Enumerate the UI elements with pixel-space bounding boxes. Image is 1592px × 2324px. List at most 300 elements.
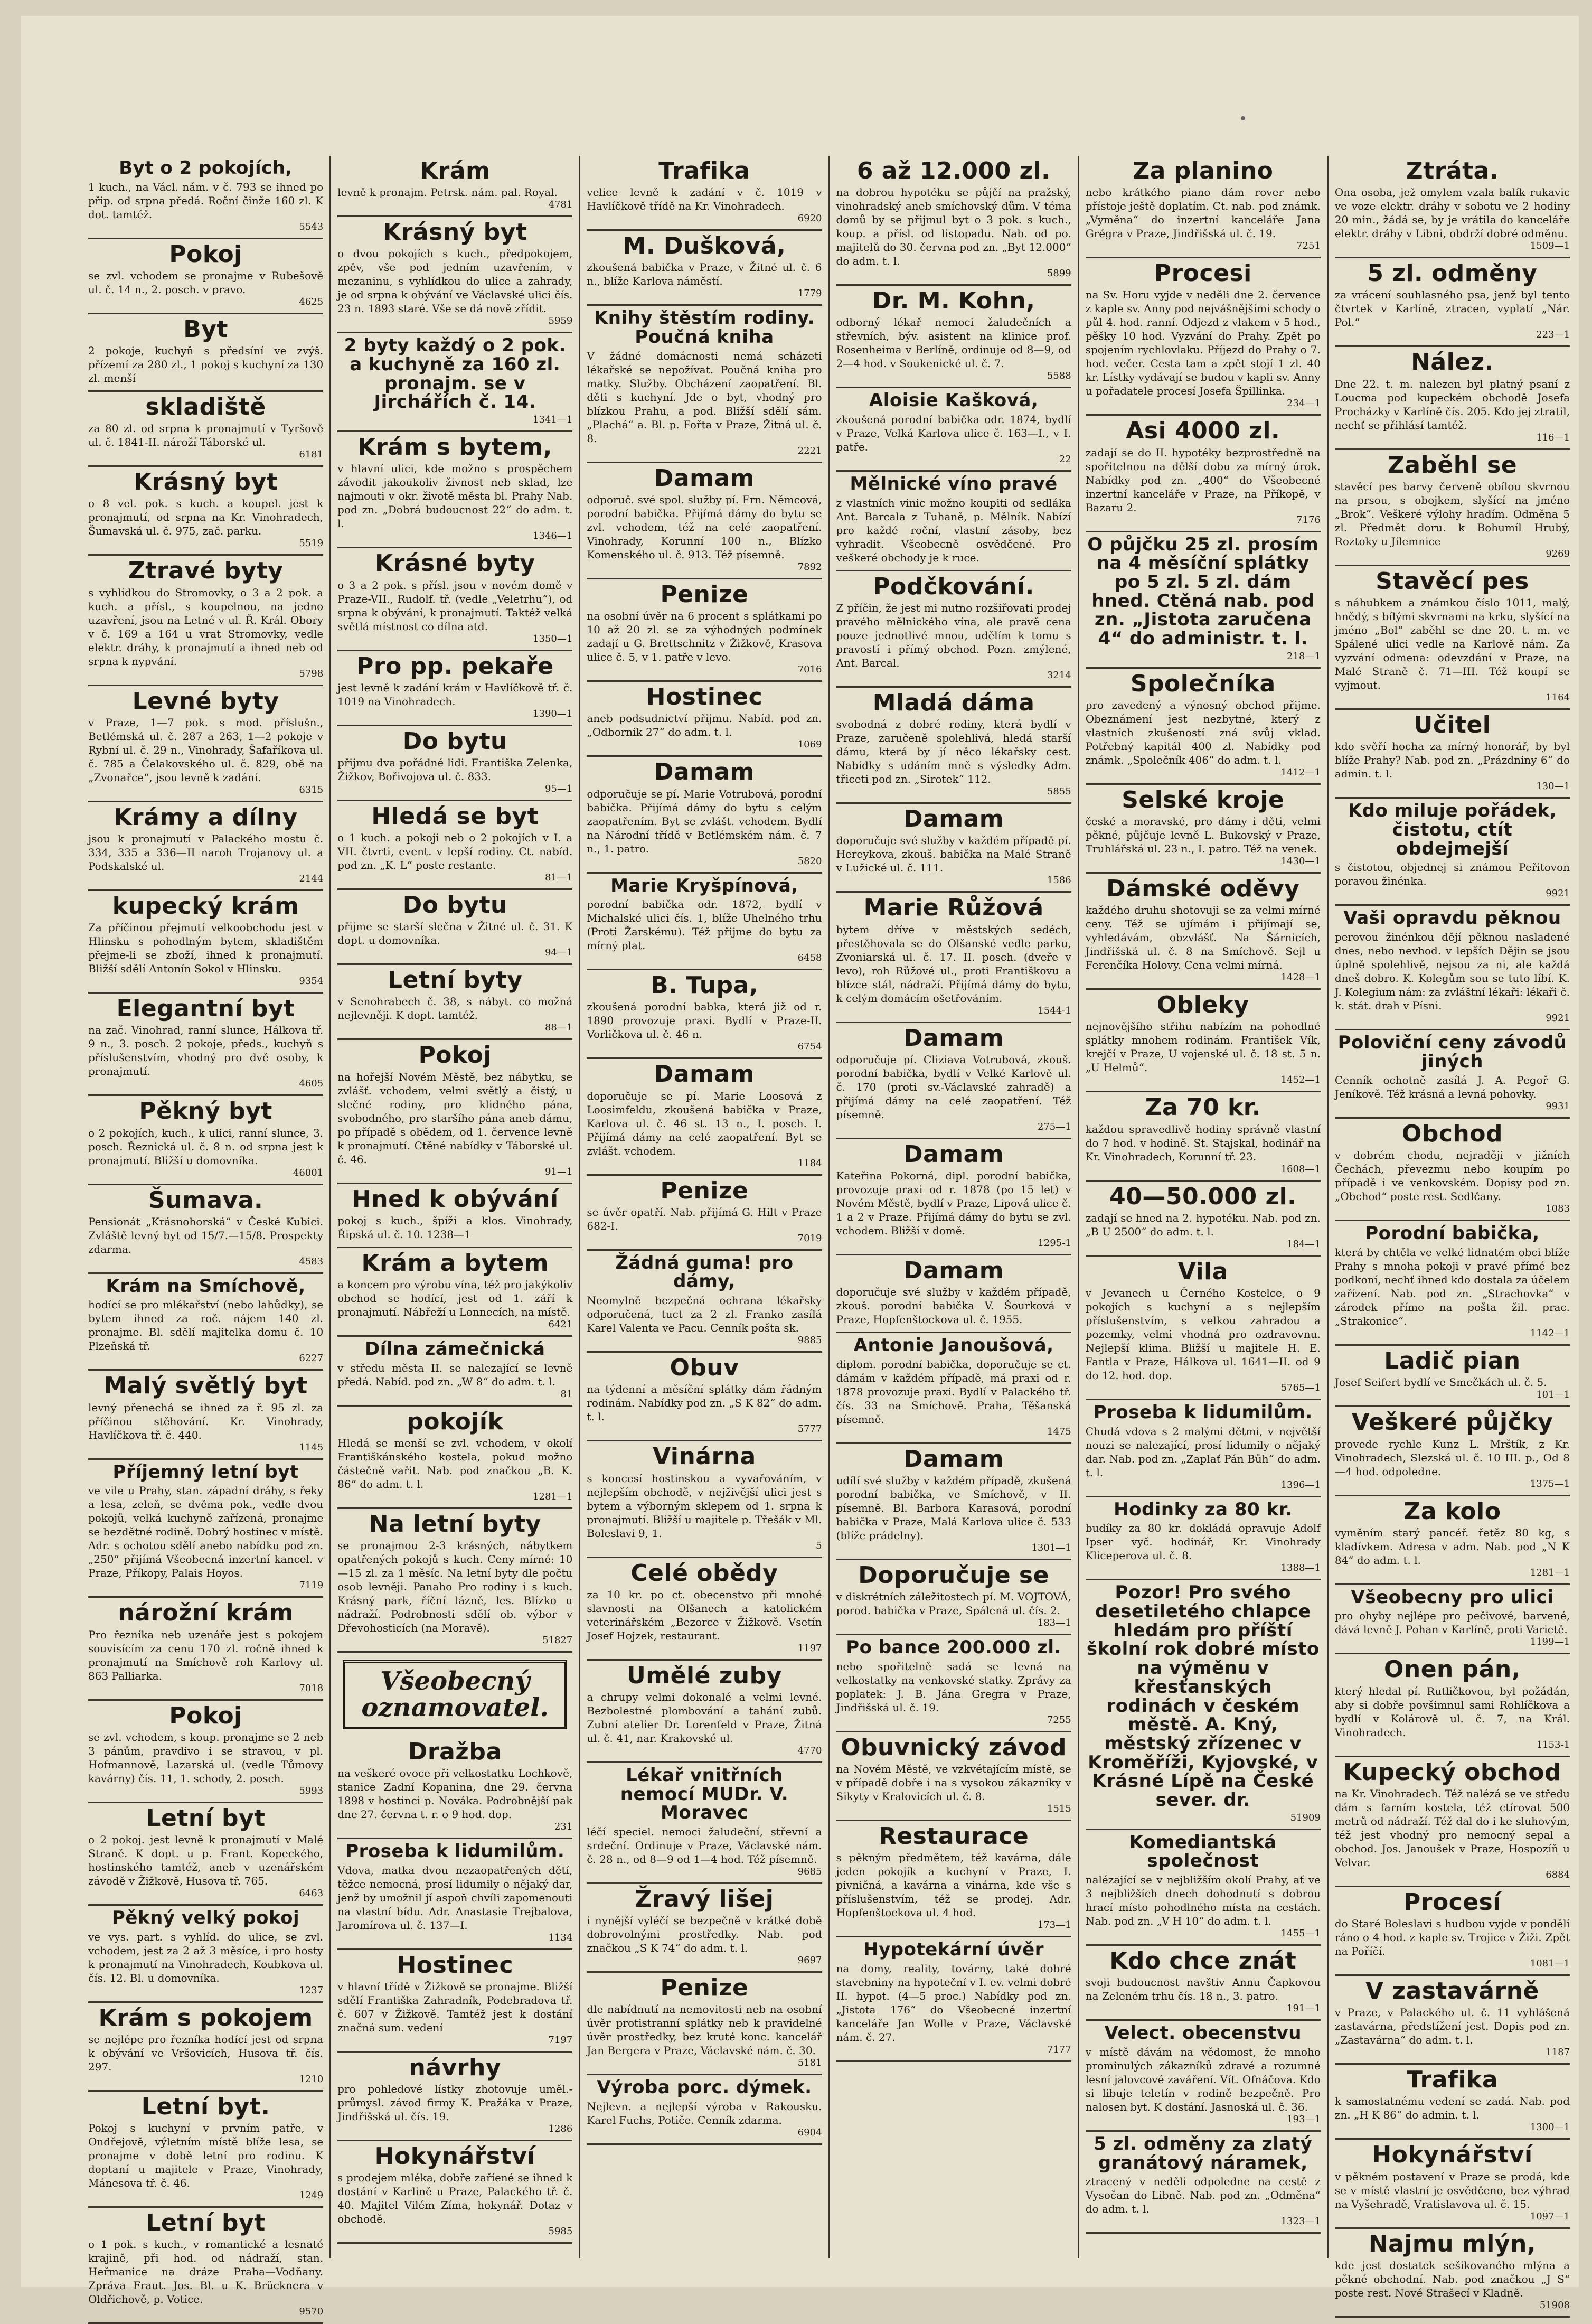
classified-ad [88, 1598, 323, 1700]
classified-ad [1335, 258, 1570, 347]
classified-ad [337, 1509, 572, 1653]
ad-heading: Hostinec [646, 683, 763, 711]
ad-reference-number: 193—1 [1287, 2113, 1321, 2125]
ad-body: na Sv. Horu vyjde v neděli dne 2. července z kaple sv. Anny pod nejvášnějšími schody o půl 4. hod. ranní. Odjezd z vlakem v 5 hod., pěšky 10 hod. Vyzvání do Prahy. Zpět po spojením rychlovlaku. Příjezd do Prahy o 7. hod. večer. Cesta tam a zpět stojí 1 zl. 40 kr. Lístky vydávají se budou v kapli sv. Anny u pořadatele procesí Josefa Špillinka. [1085, 288, 1321, 398]
ad-heading: Kdo miluje pořádek, čistotu, ctít obdejmejší [1348, 800, 1557, 859]
ad-reference-number: 1300—1 [1530, 2122, 1570, 2133]
ad-body: svoji budoucnost navštiv Annu Čapkovou na Zeleném trhu čís. 18 n., 3. patro. [1085, 1976, 1321, 2003]
classified-ad [337, 726, 572, 801]
ad-reference-number: 5899 [1047, 268, 1071, 279]
classified-ad [587, 1059, 822, 1175]
ad-heading: Damam [903, 1140, 1004, 1168]
ad-heading: Pokoj [169, 1702, 242, 1729]
ad-reference-number: 5181 [797, 2057, 822, 2069]
ad-reference-number: 1145 [299, 1441, 324, 1453]
classified-ad [587, 1763, 822, 1884]
ad-body: v místě dávám na vědomost, že mnoho prominulých zákazníků zdravé a rozumné lesní jalovcové zaváření. Vít. Ofnáčova. Kdo si libuje teletín v rodině bezpečně. Pro nalosen byt. K dostání. Jasnoská ul. č. 36. [1085, 2045, 1321, 2113]
ad-heading: Pokoj [169, 240, 242, 268]
classified-ad [337, 651, 572, 726]
ad-heading: Hypotekární úvěr [863, 1939, 1044, 1961]
ad-heading: Hledá se byt [371, 802, 539, 830]
classified-ad [1086, 874, 1321, 990]
ad-reference-number: 9931 [1546, 1101, 1570, 1112]
ad-body: nejnovějšího střihu nabízím na pohodlné splátky mnohem rodinám. František Vík, krejčí v Praze, U vojenské ul. č. 18 st. 5 n. „U Helmů“. [1085, 1020, 1321, 1074]
ad-heading: Hokynářství [1372, 2141, 1533, 2169]
classified-ad [337, 1248, 572, 1337]
ad-heading: Pro pp. pekaře [356, 652, 554, 680]
ad-heading: Onen pán, [1383, 1656, 1521, 1683]
classified-ad [88, 1096, 323, 1185]
ad-body: pro zavedený a výnosný obchod přijme. Obeznámení jest nezbytné, který z vlastních zkušeností zná svůj vklad. Potřebný kapitál 400 zl. Nabídky pod známk. „Společník 406“ do adm. t. l. [1085, 698, 1321, 766]
ad-heading: Procesi [1154, 260, 1252, 287]
ad-heading: Marie Růžová [863, 894, 1044, 922]
ad-reference-number: 1779 [797, 288, 822, 299]
classified-ad [836, 1560, 1071, 1635]
classified-ad [88, 2092, 323, 2208]
ad-reference-number: 5519 [299, 538, 324, 549]
classified-ad [587, 1251, 822, 1353]
ad-heading: Společníka [1130, 670, 1276, 697]
classified-ad [1335, 1496, 1570, 1585]
ad-reference-number: 5959 [548, 315, 573, 327]
ad-body: a koncem pro výrobu vína, též pro jakýkoliv obchod se hodící, jest od 1. září k pronajmutí. Nábřeží u Lonnecích, na místě. [337, 1278, 573, 1318]
classified-ad [1335, 156, 1570, 258]
ad-body: v Senohrabech č. 38, s nábyt. co možná nejlevněji. K dopt. tamtéž. [337, 995, 573, 1022]
ad-heading: Krásné byty [374, 550, 535, 577]
ad-body: odporučuje se pí. Marie Votrubová, porodní babička. Přijímá dámy do bytu s celým zaopatřením. Byt se zvlášt. vchodem. Bydlí na Národní třídě v Betlémském nám. č. 7 n., 1. patro. [587, 787, 822, 855]
ad-body: nebo krátkého piano dám rover nebo přístoje ještě doplatím. Ct. nab. pod známk. „Vyměna“ do inzertní kanceláře Jana Grégra v Praze, Jindřišská ul. č. 19. [1085, 186, 1321, 240]
ad-heading: Malý světlý byt [103, 1372, 308, 1400]
classified-ad [1335, 1976, 1570, 2065]
ad-body: se úvěr opatří. Nab. přijímá G. Hilt v Praze 682-I. [587, 1205, 822, 1232]
ad-body: pro ohyby nejlépe pro pečivové, barvené, dává levně J. Pohan v Karlíně, proti Varietě. [1334, 1609, 1570, 1636]
classified-ad [836, 472, 1071, 571]
ad-body: udílí své služby v každém případě, zkušená porodní babička, ve Smíchově, v II. písemně. Bl. Barbora Karasová, porodní babička v Praze, Malá Karlova ulice č. 533 (blíže prádelny). [836, 1474, 1071, 1542]
ad-heading: Kdo chce znát [1109, 1947, 1297, 1974]
classified-ad [836, 1255, 1071, 1333]
ad-reference-number: 2144 [299, 873, 324, 884]
ad-heading: Ztráta. [1406, 157, 1499, 184]
classified-ad [337, 890, 572, 965]
classified-ad [337, 1407, 572, 1509]
ad-reference-number: 173—1 [1037, 1919, 1071, 1931]
ad-heading: O půjčku 25 zl. prosím na 4 měsíční splátky po 5 zl. 5 zl. dám hned. Ctěná nab. pod zn. „Jistota zaručena 4“ do administr. t. l. [1087, 533, 1319, 649]
classified-ad [337, 1184, 572, 1248]
ad-reference-number: 5 [816, 1540, 822, 1551]
ad-body: hodící se pro mlékařství (nebo lahůdky), se bytem ihned za roč. nájem 140 zl. pronajme. Bl. sdělí majitelka domu č. 10 Plzeňská tř. [88, 1298, 324, 1353]
classified-ad [836, 1635, 1071, 1732]
classified-ad [1335, 1585, 1570, 1655]
ad-body: léčí speciel. nemoci žaludeční, střevní a srdeční. Ordinuje v Praze, Václavské nám. č. 28 n., od 8—9 od 1—4 hod. Též písemně. [587, 1825, 822, 1866]
classified-ad [587, 1353, 822, 1441]
ad-reference-number: 5855 [1047, 786, 1071, 798]
ad-body: i nynější vyléčí se bezpečně v krátké době dobrovolnými prostředky. Nab. pod značkou „S K 74“ do adm. t. l. [587, 1914, 822, 1955]
classified-ad [88, 802, 323, 891]
classified-ad [337, 333, 572, 432]
ad-heading: Krásný byt [383, 219, 527, 246]
classified-ad [337, 432, 572, 548]
ad-reference-number: 6754 [797, 1041, 822, 1053]
ad-reference-number: 1069 [797, 739, 822, 751]
ad-reference-number: 1390—1 [533, 708, 573, 719]
ad-heading: Krám a bytem [361, 1249, 549, 1277]
ad-reference-number: 7251 [1296, 240, 1321, 252]
ad-body: k samostatnému vedení se zadá. Nab. pod zn. „H K 86“ do admin. t. l. [1334, 2095, 1570, 2122]
ad-body: budíky za 80 kr. dokládá opravuje Adolf Ipser vyč. hodinář, Kr. Vinohrady Kliceperova ul. č. 8. [1085, 1522, 1321, 1562]
ad-reference-number: 5798 [299, 668, 324, 679]
ad-body: v diskrétních záležitostech pí. M. VOJTOVÁ, porod. babička v Praze, Spálená ul. čís. 2. [836, 1590, 1071, 1617]
ad-reference-number: 223—1 [1536, 329, 1570, 341]
ad-reference-number: 51908 [1539, 2299, 1570, 2311]
ad-body: s náhubkem a známkou číslo 1011, malý, hnědý, s bílými skvrnami na krku, slyšící na jméno „Bol“ zaběhl se dne 20. t. m. ve Spálené ulici vedle na Karlově nám. Za vyzvání odmena: odevzdání v Praze, na Malé Straně č. 71—III. Též koupí se vyjmout. [1334, 596, 1570, 691]
ad-body: Nejlevn. a nejlepší výroba v Rakousku. Karel Fuchs, Potiče. Cenník zdarma. [587, 2100, 822, 2126]
ad-body: kde jest dostatek sešikovaného mlýna a pěkné obchodní. Nab. pod značkou „J S“ poste rest. Nové Strašecí v Kladně. [1334, 2259, 1570, 2299]
ad-body: Pensionát „Krásnohorská“ v České Kubici. Zvláště levný byt od 15/7.—15/8. Prospekty zdarma. [88, 1215, 324, 1255]
ad-reference-number: 1199—1 [1530, 1636, 1570, 1648]
ad-reference-number: 1475 [1047, 1426, 1071, 1437]
ad-heading: Stavěcí pes [1376, 567, 1529, 595]
classified-ad [836, 1821, 1071, 1937]
ad-reference-number: 1428—1 [1280, 972, 1321, 983]
ad-heading: Letní byty [387, 967, 523, 994]
ad-heading: Žravý lišej [635, 1885, 774, 1913]
ad-reference-number: 9685 [797, 1866, 822, 1877]
classified-ad [1086, 258, 1321, 416]
classified-ad [1335, 1221, 1570, 1346]
classified-ad [1086, 1497, 1321, 1581]
ad-body: nalézající se v nejbližším okolí Prahy, ať ve 3 nejbližších dnech dohodnutí s dobrou hrací místo pohodlného místa na cestách. Nab. pod zn. „V H 10“ do adm. t. l. [1085, 1873, 1321, 1927]
ad-heading: Zaběhl se [1387, 451, 1518, 479]
ad-reference-number: 6904 [797, 2127, 822, 2138]
ad-body: porodní babička odr. 1872, bydlí v Michalské ulici čís. 1, blíže Uhelného trhu (Proti Žarskému). Též přijme do bytu za mírný plat. [587, 898, 822, 952]
ad-heading: Damam [654, 1061, 755, 1088]
ad-heading: Ladič pian [1384, 1347, 1521, 1375]
classified-ad [337, 801, 572, 890]
ad-heading: Krámy a dílny [114, 803, 298, 831]
ad-body: přijme se starší slečna v Žitné ul. č. 31. K dopt. u domovníka. [337, 920, 573, 947]
ad-body: se zvl. vchodem, s koup. pronajme se 2 neb 3 pánům, pravdivo i se stravou, v pl. Hofmannově, Lazarská ul. (vedle Tůmovy kavárny) čís. 11, 1. schody, 2. posch. [88, 1730, 324, 1785]
classified-ad [587, 1661, 822, 1763]
ad-heading: Damam [903, 1024, 1004, 1052]
ad-reference-number: 7176 [1296, 514, 1321, 526]
classified-ad [587, 970, 822, 1059]
section-heading: Všeobecný oznamovatel. [343, 1660, 567, 1729]
ad-reference-number: 1164 [1546, 691, 1570, 703]
ad-reference-number: 130—1 [1536, 781, 1570, 792]
ad-body: dle nabídnutí na nemovitosti neb na osobní úvěr protistranní splátky neb k pravidelné úvěr prostředky, bez kruté konc. kancelář Jan Bergera v Praze, Václavské nám. č. 30. [587, 2003, 822, 2057]
ad-reference-number: 1350—1 [533, 633, 573, 644]
ad-body: s prodejem mléka, dobře zaříené se ihned k dostání v Karlině u Praze, Palackého tř. č. 40. Majitel Vilém Zíma, hokynář. Dotaz v obchodě. [337, 2171, 573, 2226]
ad-reference-number: 95—1 [544, 783, 573, 794]
ad-heading: Kupecký obchod [1343, 1758, 1562, 1786]
ad-body: v Praze, v Palackého ul. č. 11 vyhlášená zastavárna, předstížení jest. Dopis pod zn. „Zastavárna“ do adm. t. l. [1334, 2006, 1570, 2047]
classified-ad [587, 682, 822, 757]
classified-ad [587, 874, 822, 971]
classified-ad [1335, 2065, 1570, 2140]
ad-reference-number: 3214 [1047, 669, 1071, 681]
ad-body: ve vile u Prahy, stan. západní dráhy, s řeky a lesa, zeleň, se dvěma pok., vedle dvou pokojů, velká kuchyně zařízená, pronajme se bezdětné rodině. Dobrý hostinec v místě. Adr. s ochotou sdělí anebo nabídku pod zn. „250“ přijímá Všeobecná inzertní kancel. v Praze, Příkopy, Palais Hoyos. [88, 1484, 324, 1580]
classified-ad [836, 688, 1071, 804]
ad-reference-number: 5820 [797, 855, 822, 867]
classified-ad [1335, 1030, 1570, 1119]
ad-heading: Celé obědy [630, 1559, 778, 1587]
classified-ad [1086, 1182, 1321, 1257]
ad-heading: Trafika [658, 157, 750, 184]
ad-heading: Obleky [1156, 991, 1249, 1019]
classified-ad [88, 2208, 323, 2324]
ad-body: ztracený v neděli odpoledne na cestě z Vysočan do Libně. Nab. pod zn. „Odměna“ do adm. t. l. [1085, 2175, 1321, 2216]
ad-reference-number: 1083 [1546, 1203, 1570, 1215]
classified-ad [1335, 566, 1570, 710]
ad-body: Hledá se menší se zvl. vchodem, v okolí Františkánského kostela, pokud možno částečně vařit. Nab. pod značkou „B. K. 86“ do adm. t. l. [337, 1436, 573, 1491]
classified-ad [1086, 2021, 1321, 2132]
ad-body: se pronajmou 2-3 krásných, nábytkem opatřených pokojů s kuch. Ceny mírné: 10—15 zl. za 1 měsíc. Na letní byty dle počtu osob levněji. Panaho Pro rodiny i s kuch. Krásný park, říční lázně, les. Blízko u nádraží. Podrobnosti sdělí ob. výbor v Dřevohosticích (na Moravě). [337, 1539, 573, 1635]
classified-ad [1335, 1887, 1570, 1976]
classified-ad [88, 239, 323, 314]
ad-heading: Procesí [1403, 1888, 1501, 1916]
ad-reference-number: 1412—1 [1280, 766, 1321, 778]
ad-heading: Krám na Smíchově, [106, 1275, 306, 1297]
ad-heading: Ztravé byty [128, 557, 284, 585]
ad-reference-number: 46001 [293, 1167, 324, 1178]
ad-body: svobodná z dobré rodiny, která bydlí v Praze, zaručeně spolehlivá, hledá starší dámu, která by jí něco lékařsky cest. Nabídky s udáním mně s výsledky Adm. třiceti pod zn. „Sirotek“ 112. [836, 718, 1071, 786]
classified-ad [337, 1737, 572, 1839]
classified-ad [1086, 1400, 1321, 1497]
ad-body: na Kr. Vinohradech. Též nalézá se ve středu dám s farním kostela, též ctírovat 500 metrů od nádraží. Též dal do i ke sluhovým, též jest vhodný pro nemocný sepal a obchod. Jos. Janoušek v Praze, Hospozíň u Velvar. [1334, 1787, 1570, 1869]
ad-reference-number: 7892 [797, 561, 822, 573]
ad-heading: Hokynářství [374, 2143, 535, 2170]
ad-body: na Novém Městě, ve vzkvétajícím místě, se v případě dobře i na s vysokou zákazníky v Sikyty v Kralovicích ul. č. 8. [836, 1763, 1071, 1803]
classified-ad [337, 217, 572, 333]
ad-reference-number: 1323—1 [1280, 2216, 1321, 2227]
ad-reference-number: 6884 [1546, 1869, 1570, 1880]
ad-body: 2 pokoje, kuchyň s předsíní ve zvýš. přízemí za 280 zl., 1 pokoj s kuchyní za 130 zl. menší [88, 344, 324, 385]
ad-body: o 8 vel. pok. s kuch. a koupel. jest k pronajmutí, od srpna na Kr. Vinohradech, Šumavská ul. č. 975, zač. parku. [88, 497, 324, 538]
classified-ad [1086, 1257, 1321, 1400]
classified-ad [1335, 2140, 1570, 2228]
ad-body: doporučuje své služby v každém případě, zkouš. porodní babička V. Šourková v Praze, Hopfenštockova ul. č. 1955. [836, 1286, 1071, 1326]
ad-heading: Nález. [1411, 349, 1494, 376]
classified-ad [337, 156, 572, 217]
ad-body: v hlavní třídě v Žižkově se pronajme. Bližší sdělí Františka Zahradník, Podebradova tř. č. 607 v Žižkově. Tamtéž jest k dostání značná sum. vedení [337, 1980, 573, 2034]
ad-reference-number: 234—1 [1287, 398, 1321, 409]
ad-heading: Příjemný letní byt [112, 1461, 299, 1483]
ad-heading: Damam [654, 464, 755, 492]
ad-heading: pokojík [407, 1408, 504, 1435]
ad-heading: Mělnické víno pravé [850, 473, 1058, 495]
ad-heading: Letní byt [146, 1804, 266, 1832]
ad-body: odporučuje pí. Cliziava Votrubová, zkouš. porodní babička, bydlí v Velké Karlově ul. č. 170 (proti sv.-Václavské zahradě) a přijímá dámy na celé zaopatření. Též písemně. [836, 1053, 1071, 1121]
ad-heading: M. Dušková, [623, 232, 786, 260]
classified-ad [88, 994, 323, 1096]
ad-heading: Aloisie Kašková, [869, 390, 1039, 411]
classified-ad [1335, 1119, 1570, 1221]
ad-reference-number: 1142—1 [1530, 1328, 1570, 1339]
ad-body: na dobrou hypotéku se půjčí na pražský, vinohradský aneb smíchovský dům. V téma domů by se přijmul byt o 3 pok. s kuch., koup. a přísl. od listopadu. Nab. od po. majitelů do 30. června pod zn. „Byt 12.000“ do adm. t. l. [836, 186, 1071, 268]
ad-body: za vrácení souhlasného psa, jenž byl tento čtvrtek v Karlíně, ztracen, vyplatí „Nár. Pol.“ [1334, 288, 1570, 329]
ad-reference-number: 1375—1 [1530, 1478, 1570, 1489]
ad-heading: Penize [660, 580, 749, 608]
ad-body: levný přenechá se ihned za ř. 95 zl. za příčinou stěhování. Kr. Vinohrady, Havlíčkova tř. č. 440. [88, 1401, 324, 1441]
ad-reference-number: 9921 [1546, 888, 1570, 899]
classified-ad [587, 2075, 822, 2145]
ad-heading: Mladá dáma [872, 689, 1035, 716]
classified-ad [337, 1950, 572, 2053]
ad-reference-number: 81—1 [544, 872, 573, 884]
ad-body: diplom. porodní babička, doporučuje se ct. dámám v každém případě, má praxi od r. 1878 provozuje praxi. Bydlí v Palackého tř. čís. 33 na Smíchově. Praha, Těšanská písemně. [836, 1357, 1071, 1426]
ad-body: na domy, reality, továrny, také dobré stavebniny na hypoteční v I. ev. velmi dobré II. hypot. (4—5 proc.) Nabídky pod zn. „Jistota 176“ do Všeobecné inzertní kanceláře Jan Wolle v Praze, Václavské nám. č. 27. [836, 1962, 1071, 2044]
ad-heading: Obchod [1401, 1120, 1503, 1148]
ad-heading: B. Tupa, [650, 972, 758, 999]
column-4 [828, 156, 1078, 2258]
ad-reference-number: 1301—1 [1031, 1542, 1071, 1553]
ad-heading: 5 zl. odměny [1367, 260, 1538, 287]
classified-ad [836, 804, 1071, 893]
ad-reference-number: 191—1 [1287, 2003, 1321, 2014]
ad-heading: V zastavárně [1365, 1977, 1539, 2004]
ad-heading: Za planino [1133, 157, 1274, 184]
ad-body: v Praze, 1—7 pok. s mod. příslušn., Betlémská ul. č. 287 a 263, 1—2 pokoje v Rybní ul. č. 29 n., Vinohrady, Šafaříkova ul. č. 785 a Čelakovského ul. č. 829, obě na „Zvonařce“, jsou levně k zadání. [88, 716, 324, 784]
ad-heading: 40—50.000 zl. [1109, 1183, 1297, 1210]
ad-reference-number: 7119 [299, 1580, 324, 1591]
ad-reference-number: 88—1 [544, 1022, 573, 1034]
ad-heading: 6 až 12.000 zl. [856, 157, 1051, 184]
classified-ad [337, 1839, 572, 1950]
ad-heading: Krám s bytem, [357, 434, 552, 461]
classified-ad [337, 2141, 572, 2244]
ad-heading: Marie Kryšpínová, [610, 875, 798, 896]
ad-body: provede rychle Kunz L. Mrštík, z Kr. Vinohradech, Slezská ul. č. 10 III. p., Od 8—4 hod. odpoledne. [1334, 1437, 1570, 1478]
classified-ad [1335, 799, 1570, 906]
ad-heading: Letní byt [146, 2209, 266, 2236]
ad-reference-number: 5993 [299, 1785, 324, 1796]
ad-reference-number: 4781 [548, 199, 573, 211]
ad-body: na zač. Vinohrad, ranní slunce, Hálkova tř. 9 n., 3. posch. 2 pokoje, předs., kuchyň s příslušenstvím, vhodný pro dvě osoby, k pronajmutí. [88, 1024, 324, 1078]
classified-ad [88, 1906, 323, 2003]
ad-body: ve vys. part. s vyhlíd. do ulice, se zvl. vchodem, jest za 2 až 3 měsíce, i pro hosty k pronajmutí na Vinohradech, Koubkova ul. čís. 12. Bl. u domovníka. [88, 1930, 324, 1984]
ad-heading: Žádná guma! pro dámy, [615, 1252, 794, 1292]
classified-ad [1335, 347, 1570, 449]
ad-heading: Dražba [408, 1738, 502, 1765]
ad-heading: Byt o 2 pokojích, [119, 157, 293, 179]
classified-ad [88, 1460, 323, 1598]
ad-heading: Učitel [1414, 711, 1491, 738]
classified-ad [1086, 156, 1321, 258]
classified-ad [587, 156, 822, 231]
ad-heading: Proseba k lidumilům. [345, 1841, 565, 1862]
ad-reference-number: 184—1 [1287, 1238, 1321, 1250]
ad-body: Chudá vdova s 2 malými dětmi, v největší nouzi se nalezající, prosí lidumily o nějaký dar. Nab. pod zn. „Zaplať Pán Bůh“ do adm. t. l. [1085, 1425, 1321, 1479]
ad-heading: Pěkný byt [139, 1098, 272, 1125]
classified-ad [1335, 2229, 1570, 2318]
ad-heading: Dámské oděvy [1106, 875, 1300, 903]
ad-body: o dvou pokojích s kuch., předpokojem, zpěv, vše pod jedním uzavřením, v mezaninu, s vyhlídkou do ulice a zahrady, je od srpna k obývání ve Václavské ulici čís. 23 n. 1893 staré. Vše se dá nově zřídit. [337, 247, 573, 315]
ad-body: jest levně k zadání krám v Havlíčkově tř. č. 1019 na Vinohradech. [337, 681, 573, 708]
classified-ad [1086, 669, 1321, 785]
ad-reference-number: 1281—1 [533, 1491, 573, 1502]
ad-reference-number: 5777 [797, 1423, 822, 1435]
ad-reference-number: 1544-1 [1038, 1005, 1071, 1016]
classified-ad [337, 965, 572, 1040]
ad-heading: skladiště [145, 393, 266, 421]
ad-heading: Asi 4000 zl. [1126, 417, 1280, 445]
classified-ad [1335, 906, 1570, 1030]
ad-body: v Jevanech u Černého Kostelce, o 9 pokojích s kuchyní a s nejlepším příslušenstvím, s velkou zahradou a pozemky, velmi vhodná pro ozdravovnu. Nejlepší klima. Bližší u majitele H. E. Fantla v Praze, Hálkova ul. 1641—II. od 9 do 12. hod. dop. [1085, 1287, 1321, 1382]
ad-reference-number: 5588 [1047, 370, 1071, 382]
classified-ad [836, 1732, 1071, 1821]
ad-reference-number: 275—1 [1037, 1121, 1071, 1132]
ad-reference-number: 1430—1 [1280, 856, 1321, 867]
ad-body: zkoušená porodní babka, která již od r. 1890 provozuje praxi. Bydlí v Praze-II. Vorličkova ul. č. 46 n. [587, 1000, 822, 1041]
classified-ad [1335, 1654, 1570, 1757]
ad-reference-number: 94—1 [544, 947, 573, 959]
ad-body: Kateřina Pokorná, dipl. porodní babička, provozuje praxi od r. 1878 (po 15 let) v Novém Městě, bydlí v Praze, Lipová ulice č. 1 a 2 v Praze. Přijímá dámy do bytu se zvl. vchodem. Bližší v domě. [836, 1169, 1071, 1237]
ad-reference-number: 7019 [797, 1232, 822, 1244]
ad-reference-number: 231 [554, 1821, 573, 1833]
ad-heading: Damam [654, 758, 755, 786]
ad-body: na hořejší Novém Městě, bez nábytku, se zvlášť. vchodem, velmi světlý a čistý, u slečné rodiny, pro klidného pána, svobodného, pro staršího pána aneb dámu, po případě s obědem, od 1. července levně k pronajmutí. Ctěné nabídky v Táborské ul. č. 46. [337, 1070, 573, 1166]
ad-reference-number: 51909 [1290, 1812, 1321, 1823]
ad-reference-number: 9885 [797, 1335, 822, 1346]
ad-reference-number: 7177 [1047, 2044, 1071, 2055]
ad-reference-number: 1187 [1546, 2047, 1570, 2058]
ad-heading: Selské kroje [1122, 786, 1285, 813]
classified-ad [88, 1803, 323, 1906]
ad-reference-number: 1388—1 [1280, 1562, 1321, 1574]
newspaper-page [21, 16, 1579, 2318]
ad-heading: Komediantská společnost [1129, 1831, 1277, 1872]
column-6 [1327, 156, 1576, 2311]
classified-ad [836, 1937, 1071, 2062]
ad-heading: Veškeré půjčky [1351, 1409, 1553, 1436]
ad-body: Pro řezníka neb uzenáře jest s pokojem souvisícím za cenu 170 zl. ročně ihned k pronajmutí na Smíchově roh Karlovy ul. 863 Palliarka. [88, 1628, 324, 1682]
classified-ad [1335, 710, 1570, 799]
ad-body: která by chtěla ve velké lidnatém obci blíže Prahy s mnoha pokoji v pravé přímé bez podkoní, nechť ihned kdo dostala za účelem zařízení. Nab. pod zn. „Strachovka“ v zárodek přímo na pošta žil. prac. „Strakonice“. [1334, 1246, 1570, 1328]
ad-reference-number: 116—1 [1536, 432, 1570, 443]
ad-heading: Za kolo [1403, 1497, 1501, 1525]
ad-heading: Výroba porc. dýmek. [597, 2077, 812, 2098]
ad-reference-number: 1237 [299, 1984, 324, 1996]
classified-ad [88, 1274, 323, 1371]
ad-heading: Levné byty [132, 687, 279, 715]
ad-heading: Letní byt. [141, 2093, 270, 2120]
ad-heading: Dílna zámečnická [365, 1338, 545, 1360]
ad-body: stavěcí pes barvy červeně obílou skvrnou na prsou, s obojkem, slyšící na jméno „Brok“. Veškeré výlohy hradím. Odměna 5 zl. Předmět doru. k Bohumíl Hrubý, Roztoky u Jílemnice [1334, 480, 1570, 548]
ad-reference-number: 6458 [797, 952, 822, 964]
ad-heading: Hodinky za 80 kr. [1114, 1498, 1293, 1520]
ad-heading: 2 byty každý o 2 pok. a kuchyně za 160 zl. pronajm. se v Jirchářích č. 14. [344, 335, 566, 413]
classified-ad [1086, 990, 1321, 1092]
ad-heading: Penize [660, 1177, 749, 1204]
ad-heading: Elegantní byt [116, 995, 295, 1023]
classified-ad [337, 2053, 572, 2141]
ad-body: o 1 kuch. a pokoji neb o 2 pokojích v I. a VII. čtvrti, event. v lepší rodiny. Ct. nabíd. pod zn. „K. L“ poste restante. [337, 831, 573, 872]
ad-heading: Po bance 200.000 zl. [846, 1637, 1061, 1658]
ad-heading: Najmu mlýn, [1368, 2230, 1537, 2257]
ad-body: na týdenní a měsíční splátky dám řádným rodinám. Nabídky pod zn. „S K 82“ do adm. t. l. [587, 1383, 822, 1423]
classified-ad [587, 306, 822, 463]
ad-reference-number: 9921 [1546, 1012, 1570, 1024]
ad-reference-number: 1081—1 [1530, 1957, 1570, 1969]
classified-ad [587, 231, 822, 306]
ad-body: perovou žinénkou dějí pěknou nasladené dnes, nebo nevhod. v lepších Dějin se jsou úplně spolehlivě, nejsou za ni, ale každá dneš dobro. K. Kolegům sou se tuto líbí. K. J. Kolegium nám: za zvláštní lékaři: lékaři č. k. stát. drah v Písni. [1334, 930, 1570, 1012]
classified-ad [337, 1337, 572, 1407]
ad-heading: kupecký krám [112, 893, 299, 920]
ad-reference-number: 6421 [548, 1319, 573, 1330]
ad-body: do Staré Boleslavi s hudbou vyjde v pondělí ráno o 4 hod. z kaple sv. Trojice v Žiži. Zpět na Poříčí. [1334, 1917, 1570, 1957]
ad-reference-number: 1134 [548, 1932, 573, 1943]
ad-heading: Vaši opravdu pěknou [1343, 907, 1561, 929]
